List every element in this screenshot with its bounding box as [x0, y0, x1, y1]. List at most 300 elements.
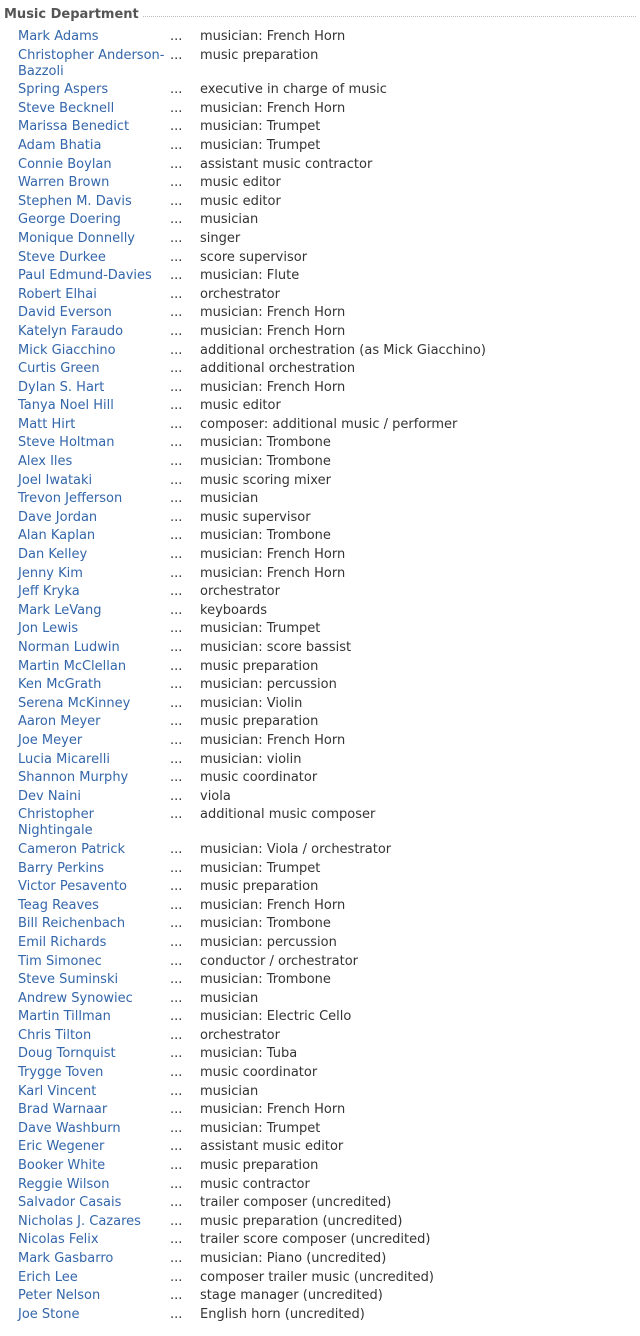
credit-row	[14, 397, 634, 416]
credit-row	[14, 509, 634, 528]
credit-separator: ...	[170, 897, 183, 913]
credit-row	[14, 788, 634, 807]
credit-row	[14, 695, 634, 714]
credit-role: musician: Trumpet	[200, 137, 321, 153]
credit-name-cell	[14, 878, 170, 897]
credit-name-link[interactable]: Eric Wegener	[18, 1139, 105, 1155]
credit-separator: ...	[170, 193, 183, 209]
credit-row	[14, 211, 634, 230]
credit-row	[14, 490, 634, 509]
credit-separator: ...	[170, 29, 183, 44]
credit-name-link[interactable]: Peter Nelson	[18, 1288, 101, 1304]
credit-row	[14, 565, 634, 584]
credit-role: additional orchestration (as Mick Giacchino)	[200, 342, 486, 358]
credit-separator: ...	[170, 47, 183, 63]
credit-separator: ...	[170, 602, 183, 618]
credit-name-link[interactable]: Tanya Noel Hill	[18, 398, 114, 414]
credit-separator: ...	[170, 212, 183, 228]
credit-row	[14, 751, 634, 770]
credit-name-cell	[14, 193, 170, 212]
credit-row	[14, 174, 634, 193]
credit-name-cell	[14, 453, 170, 472]
credit-name-link[interactable]: Mark LeVang	[18, 602, 102, 618]
credit-role: musician	[200, 212, 259, 228]
credit-row	[14, 1083, 634, 1102]
credit-name-link[interactable]: Tim Simonec	[18, 953, 102, 969]
credit-role: assistant music editor	[200, 1139, 344, 1155]
credit-name-cell	[14, 620, 170, 639]
credit-name-link[interactable]: Chris Tilton	[18, 1027, 92, 1043]
credit-name-link[interactable]: Andrew Synowiec	[18, 990, 133, 1006]
credit-name-link[interactable]: Marissa Benedict	[18, 119, 130, 135]
credit-role: music contractor	[200, 1176, 310, 1192]
credit-name-cell	[14, 118, 170, 137]
credit-role: musician: French Horn	[200, 732, 346, 748]
credit-row	[14, 1157, 634, 1176]
credit-name-link[interactable]: Trygge Toven	[18, 1065, 104, 1081]
credit-role: music coordinator	[200, 770, 318, 786]
credit-name-link[interactable]: Steve Durkee	[18, 249, 106, 265]
credit-role: musician: French Horn	[200, 1102, 346, 1118]
credit-row	[14, 47, 634, 82]
credit-row	[14, 1138, 634, 1157]
credit-name-link[interactable]: Katelyn Faraudo	[18, 323, 124, 339]
credit-row	[14, 118, 634, 137]
credit-separator: ...	[170, 990, 183, 1006]
credit-name-cell	[14, 434, 170, 453]
credit-name-link[interactable]: Brad Warnaar	[18, 1102, 108, 1118]
credit-name-link[interactable]: Steve Suminski	[18, 972, 119, 988]
credit-row	[14, 1008, 634, 1027]
credit-name-cell	[14, 769, 170, 788]
credit-role: assistant music contractor	[200, 156, 373, 172]
credit-name-link[interactable]: Dave Washburn	[18, 1120, 121, 1136]
credit-role: music preparation	[200, 658, 319, 674]
credit-row	[14, 639, 634, 658]
credit-name-link[interactable]: Connie Boylan	[18, 156, 112, 172]
credit-separator: ...	[170, 491, 183, 507]
credit-role: musician: Viola / orchestrator	[200, 841, 392, 857]
credit-role: English horn (uncredited)	[200, 1306, 365, 1322]
credit-name-cell	[14, 28, 170, 47]
credit-role: musician	[200, 1083, 259, 1099]
credit-role: music preparation	[200, 879, 319, 895]
credits-table	[14, 28, 634, 1324]
credit-name-cell	[14, 1064, 170, 1083]
credit-name-cell	[14, 1250, 170, 1269]
credit-name-link[interactable]: Martin Tillman	[18, 1009, 111, 1025]
credit-name-cell	[14, 397, 170, 416]
credit-name-cell	[14, 211, 170, 230]
credit-name-link[interactable]: Dan Kelley	[18, 547, 88, 563]
credit-name-cell	[14, 639, 170, 658]
credit-separator: ...	[170, 751, 183, 767]
credit-separator: ...	[170, 323, 183, 339]
section-divider	[143, 15, 636, 17]
credit-name-link[interactable]: Mark Adams	[18, 29, 99, 44]
credit-name-link[interactable]: Dave Jordan	[18, 509, 98, 525]
credit-name-link[interactable]: Christopher Anderson-Bazzoli	[18, 47, 165, 79]
credit-name-cell	[14, 1231, 170, 1250]
credit-name-cell	[14, 490, 170, 509]
credit-separator: ...	[170, 416, 183, 432]
credit-separator: ...	[170, 119, 183, 135]
credit-name-link[interactable]: Booker White	[18, 1158, 106, 1174]
credit-separator: ...	[170, 156, 183, 172]
credit-role: musician: French Horn	[200, 565, 346, 581]
credit-role: singer	[200, 230, 241, 246]
credit-role: composer: additional music / performer	[200, 416, 458, 432]
credit-row	[14, 602, 634, 621]
credit-row	[14, 360, 634, 379]
credit-name-cell	[14, 137, 170, 156]
credit-separator: ...	[170, 953, 183, 969]
credit-name-link[interactable]: Spring Aspers	[18, 82, 109, 98]
credit-name-link[interactable]: Dylan S. Hart	[18, 379, 105, 395]
credit-name-cell	[14, 676, 170, 695]
credit-separator: ...	[170, 584, 183, 600]
credit-name-link[interactable]: George Doering	[18, 212, 121, 228]
credit-name-cell	[14, 788, 170, 807]
credit-name-link[interactable]: Norman Ludwin	[18, 640, 120, 655]
credit-separator: ...	[170, 1083, 183, 1099]
credit-name-link[interactable]: Joe Meyer	[18, 732, 83, 748]
credit-separator: ...	[170, 1306, 183, 1322]
credit-name-cell	[14, 249, 170, 268]
credit-separator: ...	[170, 379, 183, 395]
credit-name-link[interactable]: Trevon Jefferson	[18, 491, 123, 507]
credit-name-link[interactable]: Nicholas J. Cazares	[18, 1213, 141, 1229]
credit-row	[14, 379, 634, 398]
credit-row	[14, 1250, 634, 1269]
credit-name-link[interactable]: Stephen M. Davis	[18, 193, 132, 209]
credit-row	[14, 1120, 634, 1139]
credit-name-cell	[14, 806, 170, 841]
credit-name-link[interactable]: Jeff Kryka	[18, 584, 80, 600]
credit-name-link[interactable]: Salvador Casais	[18, 1195, 122, 1211]
credit-name-cell	[14, 713, 170, 732]
credit-name-link[interactable]: Bill Reichenbach	[18, 916, 126, 932]
credit-role: musician: percussion	[200, 677, 337, 693]
credit-name-link[interactable]: Christopher Nightingale	[18, 807, 94, 839]
credit-name-cell	[14, 546, 170, 565]
section-header	[0, 0, 640, 28]
credit-role: musician: French Horn	[200, 547, 346, 563]
credit-name-cell	[14, 156, 170, 175]
credit-row	[14, 1306, 634, 1325]
credit-role: musician: Trumpet	[200, 1120, 321, 1136]
credit-row	[14, 1045, 634, 1064]
credit-row	[14, 841, 634, 860]
credit-row	[14, 990, 634, 1009]
credit-row	[14, 658, 634, 677]
credit-separator: ...	[170, 1232, 183, 1248]
credit-row	[14, 676, 634, 695]
credit-name-link[interactable]: Teag Reaves	[18, 897, 99, 913]
credits-body	[14, 28, 634, 1324]
credit-row	[14, 28, 634, 47]
credit-role: musician: Trombone	[200, 454, 331, 470]
credit-role: music preparation	[200, 714, 319, 730]
credit-name-link[interactable]: Shannon Murphy	[18, 770, 129, 786]
credit-row	[14, 713, 634, 732]
credit-name-link[interactable]: Reggie Wilson	[18, 1176, 110, 1192]
credit-separator: ...	[170, 361, 183, 377]
credit-row	[14, 1176, 634, 1195]
credit-role: music preparation	[200, 1158, 319, 1174]
credit-name-link[interactable]: Doug Tornquist	[18, 1046, 116, 1062]
credit-row	[14, 897, 634, 916]
credit-role: musician: Electric Cello	[200, 1009, 352, 1025]
section-title: Music Department	[4, 6, 139, 22]
credit-row	[14, 1213, 634, 1232]
credit-separator: ...	[170, 472, 183, 488]
credit-name-link[interactable]: Serena McKinney	[18, 695, 131, 711]
credit-role: stage manager (uncredited)	[200, 1288, 383, 1304]
credit-row	[14, 100, 634, 119]
credit-name-cell	[14, 1083, 170, 1102]
credit-role: composer trailer music (uncredited)	[200, 1269, 434, 1285]
credit-separator: ...	[170, 916, 183, 932]
credit-row	[14, 1231, 634, 1250]
credit-role: musician: Trombone	[200, 916, 331, 932]
credit-name-link[interactable]: Steve Becknell	[18, 100, 115, 116]
credit-role: trailer score composer (uncredited)	[200, 1232, 431, 1248]
credit-role: additional music composer	[200, 807, 376, 823]
credit-separator: ...	[170, 286, 183, 302]
credit-row	[14, 416, 634, 435]
credit-role: musician: French Horn	[200, 379, 346, 395]
credit-separator: ...	[170, 454, 183, 470]
credit-separator: ...	[170, 640, 183, 655]
credit-row	[14, 732, 634, 751]
credit-name-cell	[14, 1138, 170, 1157]
credit-name-link[interactable]: Erich Lee	[18, 1269, 78, 1285]
credit-role: musician: Trombone	[200, 972, 331, 988]
credit-separator: ...	[170, 658, 183, 674]
credit-separator: ...	[170, 547, 183, 563]
credit-name-link[interactable]: Warren Brown	[18, 175, 110, 191]
credit-row	[14, 620, 634, 639]
credit-role: musician: French Horn	[200, 305, 346, 321]
credit-separator: ...	[170, 621, 183, 637]
credit-name-cell	[14, 286, 170, 305]
credit-role: orchestrator	[200, 584, 280, 600]
credit-row	[14, 769, 634, 788]
credit-name-cell	[14, 472, 170, 491]
credit-name-cell	[14, 100, 170, 119]
credit-role: orchestrator	[200, 286, 280, 302]
credit-role: musician: Trumpet	[200, 621, 321, 637]
credit-role: executive in charge of music	[200, 82, 387, 98]
credit-role: musician: Trumpet	[200, 119, 321, 135]
credit-row	[14, 806, 634, 841]
credit-row	[14, 546, 634, 565]
credit-row	[14, 137, 634, 156]
credit-role: music supervisor	[200, 509, 311, 525]
credit-name-cell	[14, 1287, 170, 1306]
credit-name-link[interactable]: Paul Edmund-Davies	[18, 268, 152, 284]
credit-separator: ...	[170, 1009, 183, 1025]
credit-separator: ...	[170, 1269, 183, 1285]
credit-name-link[interactable]: Mick Giacchino	[18, 342, 116, 358]
credit-row	[14, 323, 634, 342]
credit-name-cell	[14, 658, 170, 677]
credit-name-cell	[14, 565, 170, 584]
credit-separator: ...	[170, 841, 183, 857]
credit-role: trailer composer (uncredited)	[200, 1195, 392, 1211]
credit-separator: ...	[170, 82, 183, 98]
credit-separator: ...	[170, 1046, 183, 1062]
credit-name-link[interactable]: Matt Hirt	[18, 416, 76, 432]
credit-role: music editor	[200, 175, 281, 191]
credit-row	[14, 1269, 634, 1288]
credit-name-cell	[14, 1045, 170, 1064]
credit-row	[14, 286, 634, 305]
credit-role: musician: Trumpet	[200, 860, 321, 876]
credit-separator: ...	[170, 268, 183, 284]
credit-name-link[interactable]: Nicolas Felix	[18, 1232, 99, 1248]
credit-name-link[interactable]: Adam Bhatia	[18, 137, 102, 153]
credit-separator: ...	[170, 1158, 183, 1174]
credit-name-cell	[14, 695, 170, 714]
credit-name-cell	[14, 860, 170, 879]
credit-separator: ...	[170, 934, 183, 950]
credit-separator: ...	[170, 788, 183, 804]
credit-name-cell	[14, 1213, 170, 1232]
credit-name-cell	[14, 990, 170, 1009]
credit-name-cell	[14, 81, 170, 100]
credit-name-cell	[14, 915, 170, 934]
credit-role: music preparation	[200, 47, 319, 63]
credit-name-link[interactable]: Cameron Patrick	[18, 841, 126, 857]
credit-name-cell	[14, 732, 170, 751]
credit-separator: ...	[170, 1065, 183, 1081]
credit-name-cell	[14, 1306, 170, 1325]
credit-name-link[interactable]: Jon Lewis	[18, 621, 79, 637]
credit-separator: ...	[170, 1288, 183, 1304]
credit-name-cell	[14, 174, 170, 193]
credit-name-cell	[14, 267, 170, 286]
credit-row	[14, 1064, 634, 1083]
credit-row	[14, 81, 634, 100]
credit-row	[14, 860, 634, 879]
credit-name-cell	[14, 1101, 170, 1120]
credit-name-link[interactable]: Monique Donnelly	[18, 230, 135, 246]
credit-name-link[interactable]: Alan Kaplan	[18, 528, 96, 544]
credit-separator: ...	[170, 509, 183, 525]
credit-name-cell	[14, 583, 170, 602]
credit-role: musician: Piano (uncredited)	[200, 1251, 387, 1266]
credit-name-link[interactable]: Victor Pesavento	[18, 879, 127, 895]
credit-role: musician	[200, 990, 259, 1006]
credit-row	[14, 193, 634, 212]
credit-role: musician: Tuba	[200, 1046, 298, 1062]
credit-separator: ...	[170, 1176, 183, 1192]
credit-role: musician: Flute	[200, 268, 300, 284]
credit-separator: ...	[170, 1195, 183, 1211]
credit-separator: ...	[170, 137, 183, 153]
credit-name-link[interactable]: Alex Iles	[18, 454, 73, 470]
credit-name-link[interactable]: Barry Perkins	[18, 860, 105, 876]
credit-row	[14, 434, 634, 453]
credit-name-cell	[14, 934, 170, 953]
credit-row	[14, 878, 634, 897]
credit-name-cell	[14, 1120, 170, 1139]
credit-separator: ...	[170, 230, 183, 246]
credit-separator: ...	[170, 732, 183, 748]
credit-separator: ...	[170, 528, 183, 544]
credit-name-link[interactable]: Joe Stone	[18, 1306, 80, 1322]
credit-separator: ...	[170, 1027, 183, 1043]
credit-name-link[interactable]: Ken McGrath	[18, 677, 102, 693]
credit-name-link[interactable]: Karl Vincent	[18, 1083, 97, 1099]
credit-name-cell	[14, 304, 170, 323]
credit-name-link[interactable]: Aaron Meyer	[18, 714, 101, 730]
credit-row	[14, 472, 634, 491]
credit-separator: ...	[170, 100, 183, 116]
credit-separator: ...	[170, 1213, 183, 1229]
credit-name-link[interactable]: Robert Elhai	[18, 286, 97, 302]
credit-name-link[interactable]: David Everson	[18, 305, 112, 321]
credit-row	[14, 230, 634, 249]
credit-role: keyboards	[200, 602, 268, 618]
credit-name-link[interactable]: Martin McClellan	[18, 658, 127, 674]
credit-separator: ...	[170, 972, 183, 988]
credit-row	[14, 156, 634, 175]
credit-name-link[interactable]: Joel Iwataki	[18, 472, 93, 488]
credit-name-cell	[14, 1157, 170, 1176]
credit-name-cell	[14, 379, 170, 398]
credit-row	[14, 934, 634, 953]
credit-role: musician: Trombone	[200, 528, 331, 544]
credit-role: conductor / orchestrator	[200, 953, 358, 969]
credit-separator: ...	[170, 770, 183, 786]
credit-row	[14, 249, 634, 268]
credit-role: musician	[200, 491, 259, 507]
credit-name-link[interactable]: Jenny Kim	[18, 565, 83, 581]
credit-row	[14, 953, 634, 972]
credit-row	[14, 453, 634, 472]
credit-name-cell	[14, 1027, 170, 1046]
credit-row	[14, 583, 634, 602]
credit-separator: ...	[170, 860, 183, 876]
credit-name-link[interactable]: Emil Richards	[18, 934, 107, 950]
credit-separator: ...	[170, 695, 183, 711]
credit-name-cell	[14, 1194, 170, 1213]
credit-name-link[interactable]: Curtis Green	[18, 361, 100, 377]
credit-role: music editor	[200, 398, 281, 414]
credit-name-cell	[14, 360, 170, 379]
credit-name-cell	[14, 47, 170, 82]
credit-separator: ...	[170, 565, 183, 581]
credit-name-link[interactable]: Mark Gasbarro	[18, 1251, 114, 1266]
credit-name-link[interactable]: Dev Naini	[18, 788, 81, 804]
credit-row	[14, 342, 634, 361]
credit-role: music preparation (uncredited)	[200, 1213, 403, 1229]
credit-separator: ...	[170, 879, 183, 895]
credit-row	[14, 971, 634, 990]
credit-row	[14, 1194, 634, 1213]
credit-role: viola	[200, 788, 231, 804]
credit-name-cell	[14, 1176, 170, 1195]
credit-name-link[interactable]: Steve Holtman	[18, 435, 115, 451]
credit-separator: ...	[170, 342, 183, 358]
credit-role: music scoring mixer	[200, 472, 331, 488]
credit-separator: ...	[170, 714, 183, 730]
credit-name-link[interactable]: Lucia Micarelli	[18, 751, 110, 767]
credit-name-cell	[14, 527, 170, 546]
